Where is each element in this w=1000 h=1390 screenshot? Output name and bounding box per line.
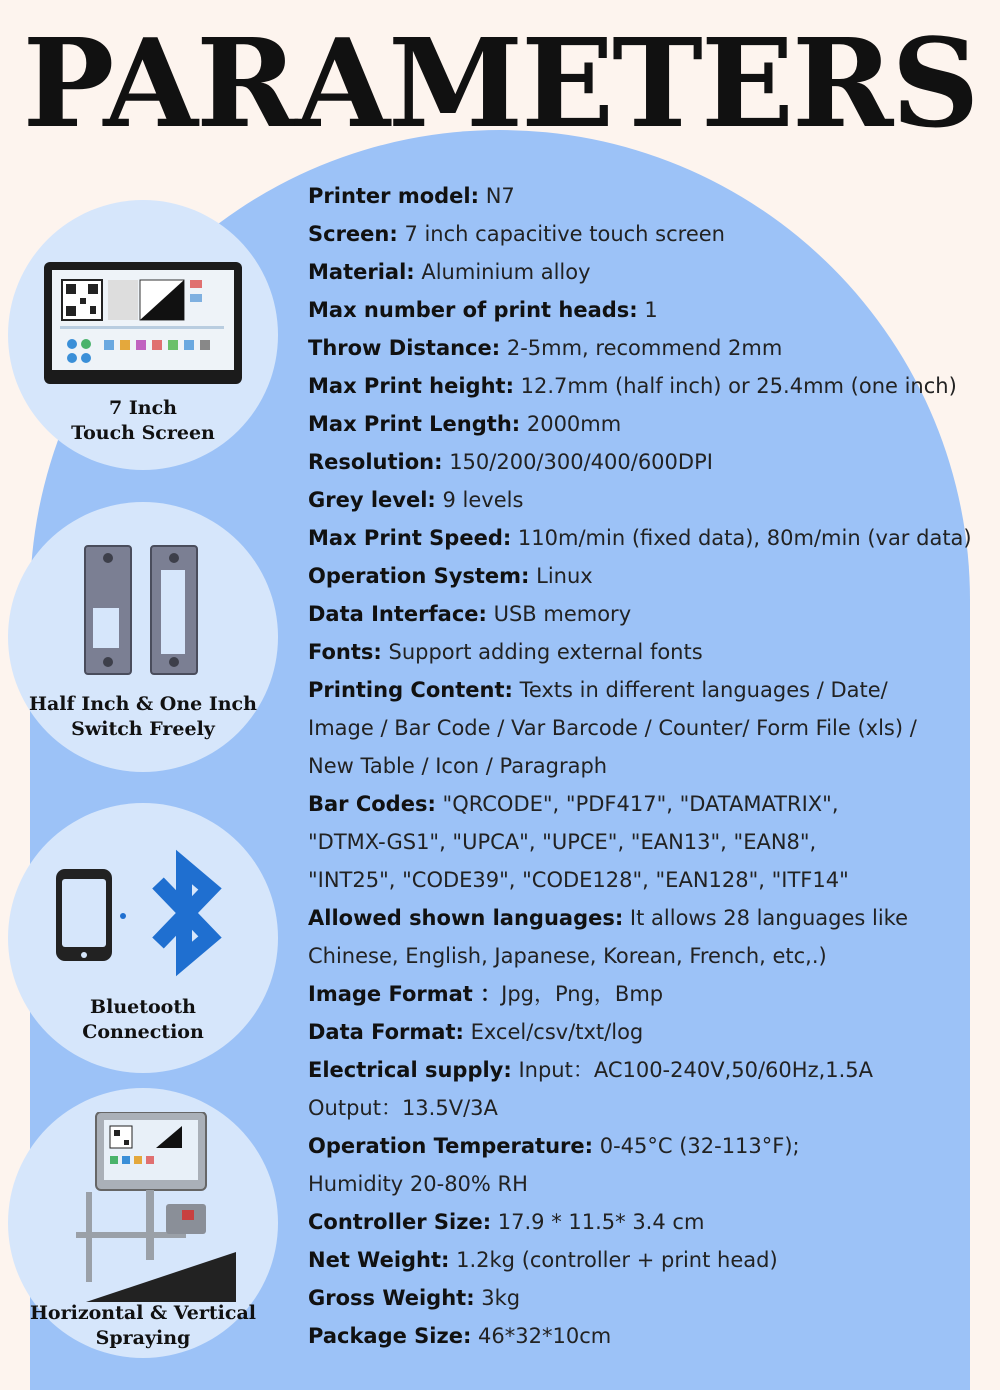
bluetooth-icon [138,847,232,979]
param-row [308,443,998,481]
param-value: "DTMX-GS1", "UPCA", "UPCE", "EAN13", "EAN8", [308,830,817,854]
param-key: Electrical supply: [308,1058,512,1082]
param-value: Jpg，Png，Bmp [501,982,664,1006]
param-row [308,177,998,215]
param-key: Package Size: [308,1324,472,1348]
param-row [308,215,998,253]
param-row [308,1013,998,1051]
phone-icon [52,867,118,965]
param-row [308,291,998,329]
param-value: Image / Bar Code / Var Barcode / Counter/ Form File (xls) / [308,716,917,740]
param-value: Output：13.5V/3A [308,1096,498,1120]
param-value: 0-45°C (32-113°F); [593,1134,800,1158]
param-value: Linux [529,564,593,588]
param-value: 1 [637,298,658,322]
param-key: Screen: [308,222,398,246]
param-value: N7 [479,184,515,208]
parameters-list [308,177,998,1355]
param-row [308,519,998,557]
param-value: Aluminium alloy [414,260,591,284]
feature-caption: Half Inch & One Inch Switch Freely [29,693,257,740]
param-key: Max number of print heads: [308,298,638,322]
dot-icon [118,911,128,921]
param-value: 150/200/300/400/600DPI [442,450,713,474]
param-value: 2000mm [520,412,622,436]
param-row [308,1165,998,1203]
param-key: Printer model: [308,184,480,208]
param-row [308,481,998,519]
param-row [308,823,998,861]
param-value: 12.7mm (half inch) or 25.4mm (one inch) [513,374,957,398]
param-row [308,633,998,671]
param-row [308,1203,998,1241]
page-title: PARAMETERS [22,11,978,155]
param-key: Data Format: [308,1020,464,1044]
param-row [308,1127,998,1165]
param-value: 110m/min (fixed data), 80m/min (var data) [511,526,972,550]
param-row [308,405,998,443]
param-value: 3kg [474,1286,521,1310]
param-key: Data Interface: [308,602,487,626]
param-row [308,557,998,595]
param-row [308,937,998,975]
param-value: It allows 28 languages like [623,906,908,930]
param-row [308,329,998,367]
param-row [308,1279,998,1317]
feature-touch-screen [8,200,278,470]
param-row [308,1089,998,1127]
param-value: 9 levels [435,488,524,512]
feature-caption: Bluetooth Connection [82,996,204,1043]
param-value: Input：AC100-240V,50/60Hz,1.5A [511,1058,874,1082]
param-row [308,671,998,709]
param-key: Allowed shown languages: [308,906,624,930]
param-value: "QRCODE", "PDF417", "DATAMATRIX", [435,792,839,816]
param-key: Bar Codes: [308,792,436,816]
param-key: Operation Temperature: [308,1134,594,1158]
param-value: "INT25", "CODE39", "CODE128", "EAN128", "ITF14" [308,868,849,892]
param-key: Controller Size: [308,1210,492,1234]
feature-caption: Horizontal & Vertical Spraying [29,1302,256,1349]
param-key: Max Print Speed: [308,526,512,550]
feature-half-inch-switch [8,502,278,772]
param-row [308,1241,998,1279]
param-key: Printing Content: [308,678,513,702]
param-value: 17.9 * 11.5* 3.4 cm [491,1210,705,1234]
printer-machine-icon [56,1112,236,1302]
param-key: Grey level: [308,488,436,512]
param-value: New Table / Icon / Paragraph [308,754,608,778]
param-value: 2-5mm, recommend 2mm [500,336,783,360]
param-row [308,1317,998,1355]
param-row [308,975,998,1013]
param-key: Gross Weight: [308,1286,475,1310]
param-key: Resolution: [308,450,443,474]
param-key: Operation System: [308,564,530,588]
param-value: Texts in different languages / Date/ [512,678,888,702]
param-key: Material: [308,260,415,284]
feature-caption: 7 Inch Touch Screen [71,397,215,444]
param-row [308,1051,998,1089]
param-value: 7 inch capacitive touch screen [397,222,725,246]
param-row [308,861,998,899]
param-value: Chinese, English, Japanese, Korean, French, etc,.) [308,944,827,968]
param-row [308,899,998,937]
touch-screen-icon [44,262,242,384]
param-key: Image Format ： [308,982,502,1006]
param-key: Net Weight: [308,1248,450,1272]
param-row [308,747,998,785]
param-value: Excel/csv/txt/log [463,1020,644,1044]
param-key: Throw Distance: [308,336,501,360]
param-value: USB memory [486,602,632,626]
feature-horizontal-vertical [8,1088,278,1358]
param-row [308,709,998,747]
param-value: 46*32*10cm [471,1324,612,1348]
param-value: Humidity 20-80% RH [308,1172,528,1196]
bracket-icon [83,542,203,676]
param-key: Max Print Length: [308,412,521,436]
param-key: Max Print height: [308,374,514,398]
param-row [308,253,998,291]
param-key: Fonts: [308,640,382,664]
feature-bluetooth [8,803,278,1073]
param-value: 1.2kg (controller + print head) [449,1248,778,1272]
param-row [308,785,998,823]
param-row [308,367,998,405]
param-value: Support adding external fonts [381,640,703,664]
param-row [308,595,998,633]
